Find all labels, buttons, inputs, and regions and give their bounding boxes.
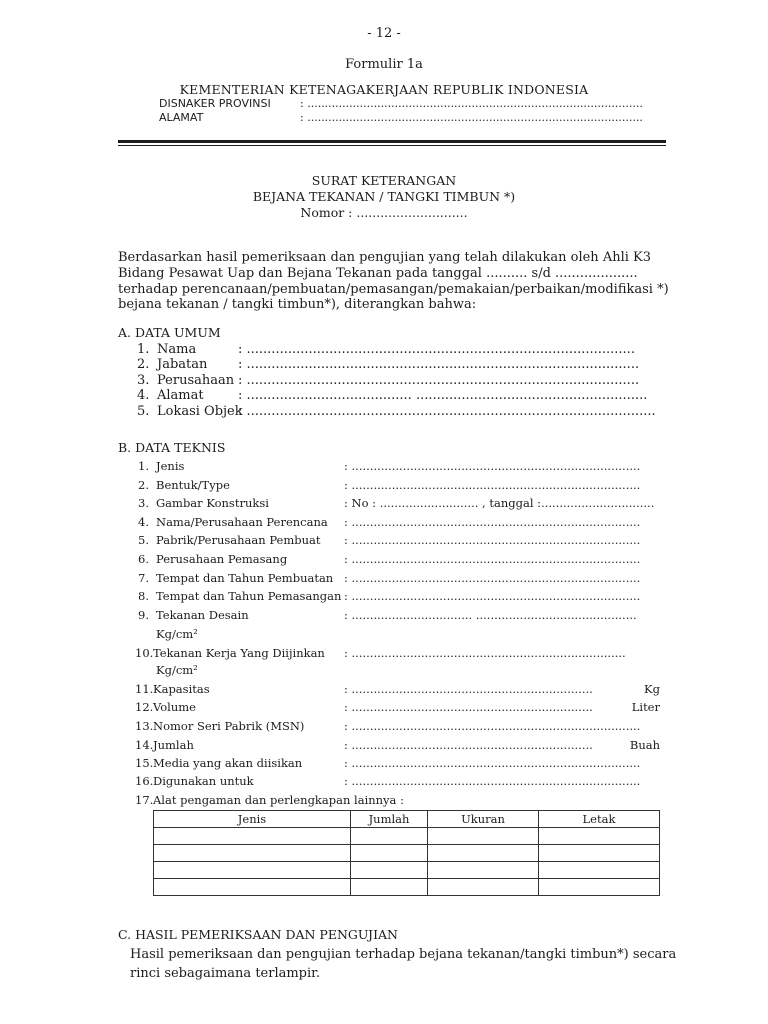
b-item-unit: Liter: [631, 700, 660, 714]
section-c-title: C. HASIL PEMERIKSAAN DAN PENGUJIAN: [118, 927, 398, 942]
b-item-num: 16.: [135, 774, 154, 788]
b-item-label: Jenis: [156, 459, 185, 473]
a-item-label: Lokasi Objek: [157, 404, 243, 419]
table-cell[interactable]: [351, 879, 428, 896]
table-header-ukuran: Ukuran: [428, 811, 539, 828]
a-item-field[interactable]: : ...............................................................................................: [238, 373, 640, 388]
b-item-label: Tekanan Desain: [156, 608, 249, 622]
a-item-num: 5.: [137, 404, 150, 419]
b-item-num: 5.: [138, 533, 149, 547]
b-item-field[interactable]: : ...............................................................................: [344, 571, 641, 585]
b-item-label: Nama/Perusahaan Perencana: [156, 515, 328, 529]
document-title: SURAT KETERANGAN: [311, 173, 457, 188]
b-item-label: Tempat dan Tahun Pembuatan: [156, 571, 334, 585]
b-item-num: 10.: [135, 646, 154, 660]
b-item-field[interactable]: : ...........................................................................: [344, 646, 626, 660]
table-row[interactable]: [154, 862, 660, 879]
b-item-field[interactable]: : ...............................................................................: [344, 589, 641, 603]
table-cell[interactable]: [428, 845, 539, 862]
b-item-field[interactable]: : ...............................................................................: [344, 774, 641, 788]
b-item-label: Perusahaan Pemasang: [156, 552, 288, 566]
table-cell[interactable]: [428, 828, 539, 845]
table-row[interactable]: [154, 828, 660, 845]
intro-line-1: Berdasarkan hasil pemeriksaan dan pengujian yang telah dilakukan oleh Ahli K3: [118, 250, 652, 265]
b-item-field[interactable]: : ...............................................................................: [344, 478, 641, 492]
b-item-field[interactable]: : ...............................................................................: [344, 459, 641, 473]
b-item-unit: Kg: [644, 682, 660, 696]
b-item-field[interactable]: : ..................................................................: [344, 738, 593, 752]
header-rule-thin: [118, 145, 666, 146]
header-rule-thick: [118, 140, 666, 143]
table-header-letak: Letak: [539, 811, 660, 828]
b-item-label: Jumlah: [153, 738, 194, 752]
a-item-label: Jabatan: [157, 357, 208, 372]
b-item-label: Nomor Seri Pabrik (MSN): [153, 719, 305, 733]
table-header-jumlah: Jumlah: [351, 811, 428, 828]
b-item-num: 17.: [135, 793, 154, 807]
b-item-num: 14.: [135, 738, 154, 752]
b-item-num: 11.: [135, 682, 154, 696]
b-item-field[interactable]: : ...............................................................................: [344, 552, 641, 566]
b-item-num: 3.: [138, 496, 149, 510]
table-cell[interactable]: [154, 828, 351, 845]
b-item-field[interactable]: : ...............................................................................: [344, 719, 641, 733]
document-subtitle: BEJANA TEKANAN / TANGKI TIMBUN *): [252, 189, 516, 204]
alamat-field[interactable]: : ................................................................................................: [300, 111, 643, 124]
intro-line-4: bejana tekanan / tangki timbun*), diterangkan bahwa:: [118, 297, 477, 312]
pressure-unit-label: Kg/cm²: [156, 627, 198, 641]
table-cell[interactable]: [351, 828, 428, 845]
b-item-label: Alat pengaman dan perlengkapan lainnya :: [153, 793, 404, 807]
b-item-label: Pabrik/Perusahaan Pembuat: [156, 533, 321, 547]
table-cell[interactable]: [154, 862, 351, 879]
disnaker-field[interactable]: : ................................................................................................: [300, 97, 643, 110]
b-item-num: 4.: [138, 515, 149, 529]
b-item-field[interactable]: : ...............................................................................: [344, 533, 641, 547]
section-c-line-1: Hasil pemeriksaan dan pengujian terhadap bejana tekanan/tangki timbun*) secara: [130, 947, 677, 962]
section-b-title: B. DATA TEKNIS: [118, 440, 226, 455]
a-item-num: 4.: [137, 388, 150, 403]
a-item-field[interactable]: : ...................................................................................................: [238, 404, 656, 419]
table-cell[interactable]: [428, 862, 539, 879]
table-cell[interactable]: [154, 879, 351, 896]
b-item-field[interactable]: : ...............................................................................: [344, 515, 641, 529]
table-cell[interactable]: [428, 879, 539, 896]
table-cell[interactable]: [539, 845, 660, 862]
pressure-unit-label: Kg/cm²: [156, 663, 198, 677]
table-cell[interactable]: [351, 845, 428, 862]
b-item-num: 2.: [138, 478, 149, 492]
b-item-num: 15.: [135, 756, 154, 770]
a-item-label: Alamat: [157, 388, 204, 403]
b-item-num: 1.: [138, 459, 149, 473]
table-cell[interactable]: [351, 862, 428, 879]
b-item-label: Tekanan Kerja Yang Diijinkan: [153, 646, 325, 660]
b-item-label: Volume: [153, 700, 196, 714]
b-item-field[interactable]: : ...............................................................................: [344, 756, 641, 770]
b-item-num: 9.: [138, 608, 149, 622]
a-item-num: 2.: [137, 357, 150, 372]
table-cell[interactable]: [539, 828, 660, 845]
a-item-field[interactable]: : ..............................................................................................: [238, 342, 635, 357]
table-cell[interactable]: [154, 845, 351, 862]
b-item-label: Bentuk/Type: [156, 478, 230, 492]
section-a-title: A. DATA UMUM: [118, 325, 221, 340]
b-item-num: 8.: [138, 589, 149, 603]
b-item-label: Kapasitas: [153, 682, 210, 696]
document-number: Nomor : ............................: [300, 205, 468, 220]
a-item-num: 3.: [137, 373, 150, 388]
a-item-num: 1.: [137, 342, 150, 357]
intro-line-2: Bidang Pesawat Uap dan Bejana Tekanan pada tanggal .......... s/d ....................: [118, 266, 638, 281]
a-item-label: Nama: [157, 342, 197, 357]
ministry-title: KEMENTERIAN KETENAGAKERJAAN REPUBLIK INDONESIA: [179, 82, 589, 97]
a-item-field[interactable]: : ...............................................................................................: [238, 357, 640, 372]
table-row[interactable]: [154, 879, 660, 896]
intro-line-3: terhadap perencanaan/pembuatan/pemasangan/pemakaian/perbaikan/modifikasi *): [118, 282, 669, 297]
b-item-label: Tempat dan Tahun Pemasangan: [156, 589, 342, 603]
table-cell[interactable]: [539, 862, 660, 879]
table-header-jenis: Jenis: [154, 811, 351, 828]
b-item-field[interactable]: : ..................................................................: [344, 682, 593, 696]
b-item-num: 7.: [138, 571, 149, 585]
disnaker-label: DISNAKER PROVINSI: [159, 97, 271, 110]
b-item-label: Gambar Konstruksi: [156, 496, 269, 510]
b-item-label: Digunakan untuk: [153, 774, 254, 788]
table-cell[interactable]: [539, 879, 660, 896]
a-item-label: Perusahaan: [157, 373, 235, 388]
page-number: - 12 -: [367, 26, 401, 41]
b-item-num: 13.: [135, 719, 154, 733]
b-item-unit: Buah: [629, 738, 660, 752]
safety-equipment-table: [153, 810, 660, 896]
a-item-field[interactable]: : ........................................ ........................................................: [238, 388, 648, 403]
b-item-num: 6.: [138, 552, 149, 566]
section-c-line-2: rinci sebagaimana terlampir.: [130, 966, 321, 981]
form-label: Formulir 1a: [345, 57, 423, 72]
b-item-field[interactable]: : No : ........................... , tanggal :...............................: [344, 496, 655, 510]
b-item-field[interactable]: : ................................. ............................................: [344, 608, 637, 622]
b-item-num: 12.: [135, 700, 154, 714]
b-item-label: Media yang akan diisikan: [153, 756, 303, 770]
alamat-label: ALAMAT: [159, 111, 204, 124]
table-row[interactable]: [154, 845, 660, 862]
b-item-field[interactable]: : ..................................................................: [344, 700, 593, 714]
